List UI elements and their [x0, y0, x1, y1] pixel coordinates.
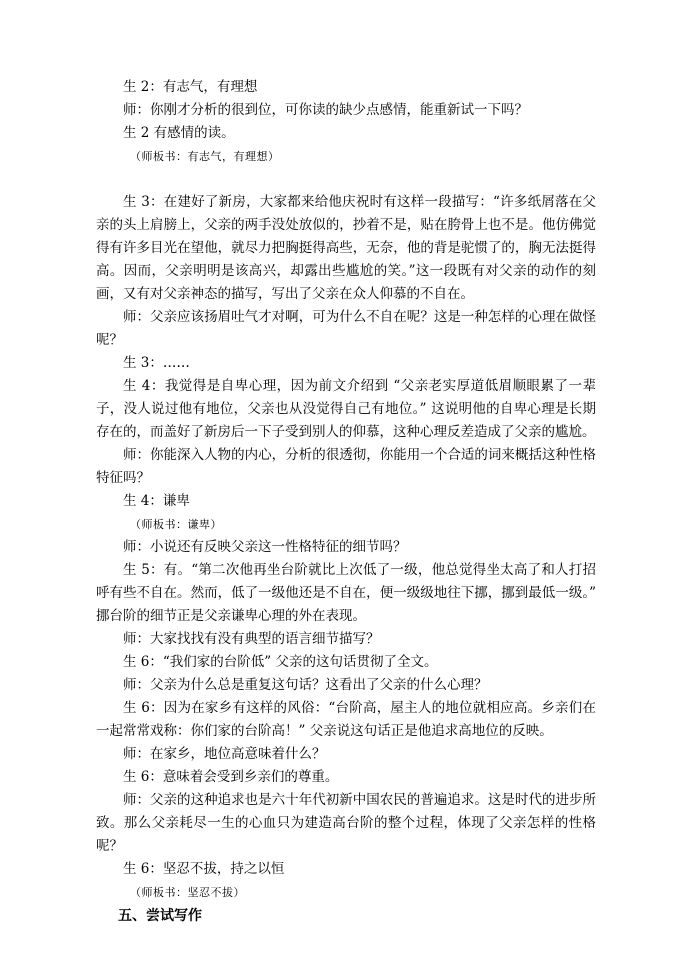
dialogue-line: 师：父亲的这种追求也是六十年代初新中国农民的普遍追求。这是时代的进步所致。那么父亲耗尽一生的心血只为建造高台阶的整个过程，体现了父亲怎样的性格呢？ [96, 792, 596, 854]
blackboard-note: （师板书：谦卑） [130, 518, 222, 531]
dialogue-line: 生 4：我觉得是自卑心理，因为前文介绍到 “父亲老实厚道低眉顺眼累了一辈子，没人说过他有地位，父亲也从没觉得自己有地位。” 这说明他的自卑心理是长期存在的，而盖好了新房后一下子受到别人的仰慕，这种心理反差造成了父亲的尴尬。 [96, 378, 596, 440]
dialogue-line: 生 2：有志气，有理想 [123, 79, 258, 95]
dialogue-line: 生 3：…… [123, 355, 190, 371]
dialogue-line: 生 6：坚忍不拔，持之以恒 [123, 861, 285, 877]
dialogue-line: 生 2 有感情的读。 [123, 125, 235, 141]
blackboard-note: （师板书：有志气，有理想） [130, 150, 280, 163]
dialogue-line: 生 6：因为在家乡有这样的风俗：“台阶高，屋主人的地位就相应高。乡亲们在一起常常戏称：你们家的台阶高！” 父亲说这句话正是他追求高地位的反映。 [96, 700, 596, 739]
section-heading: 五、尝试写作 [118, 908, 202, 924]
paragraph-gap [96, 168, 596, 191]
dialogue-line: 生 6：意味着会受到乡亲们的尊重。 [123, 769, 339, 785]
dialogue-line: 生 3：在建好了新房，大家都来给他庆祝时有这样一段描写：“许多纸屑落在父亲的头上肩膀上，父亲的两手没处放似的，抄着不是，贴在胯骨上也不是。他仿佛觉得有许多目光在望他，就尽力把胸挺得高些，无奈，他的背是驼惯了的，胸无法挺得高。因而，父亲明明是该高兴，却露出些尴尬的笑。”这一段既有对父亲的动作的刻画，又有对父亲神态的描写，写出了父亲在众人仰慕的不自在。 [96, 194, 596, 302]
dialogue-line: 师：小说还有反映父亲这一性格特征的细节吗？ [123, 539, 407, 555]
dialogue-line: 生 4：谦卑 [123, 493, 190, 509]
dialogue-line: 师：父亲为什么总是重复这句话？这看出了父亲的什么心理？ [123, 677, 488, 693]
dialogue-line: 师：你刚才分析的很到位，可你读的缺少点感情，能重新试一下吗？ [123, 102, 528, 118]
blackboard-note: （师板书：坚忍不拔） [130, 886, 245, 899]
dialogue-line: 师：大家找找有没有典型的语言细节描写？ [123, 631, 380, 647]
document-page [96, 76, 596, 928]
dialogue-line: 生 6：“我们家的台阶低” 父亲的这句话贯彻了全文。 [123, 654, 438, 670]
dialogue-line: 生 5：有。“第二次他再坐台阶就比上次低了一级，他总觉得坐太高了和人打招呼有些不自在。然而，低了一级他还是不自在，便一级级地往下挪，挪到最低一级。” 挪台阶的细节正是父亲谦卑心理的外在表现。 [96, 562, 596, 624]
dialogue-line: 师：在家乡，地位高意味着什么？ [123, 746, 326, 762]
dialogue-line: 师：你能深入人物的内心，分析的很透彻，你能用一个合适的词来概括这种性格特征吗？ [96, 447, 596, 486]
dialogue-line: 师：父亲应该扬眉吐气才对啊，可为什么不自在呢？这是一种怎样的心理在做怪呢？ [96, 309, 596, 348]
